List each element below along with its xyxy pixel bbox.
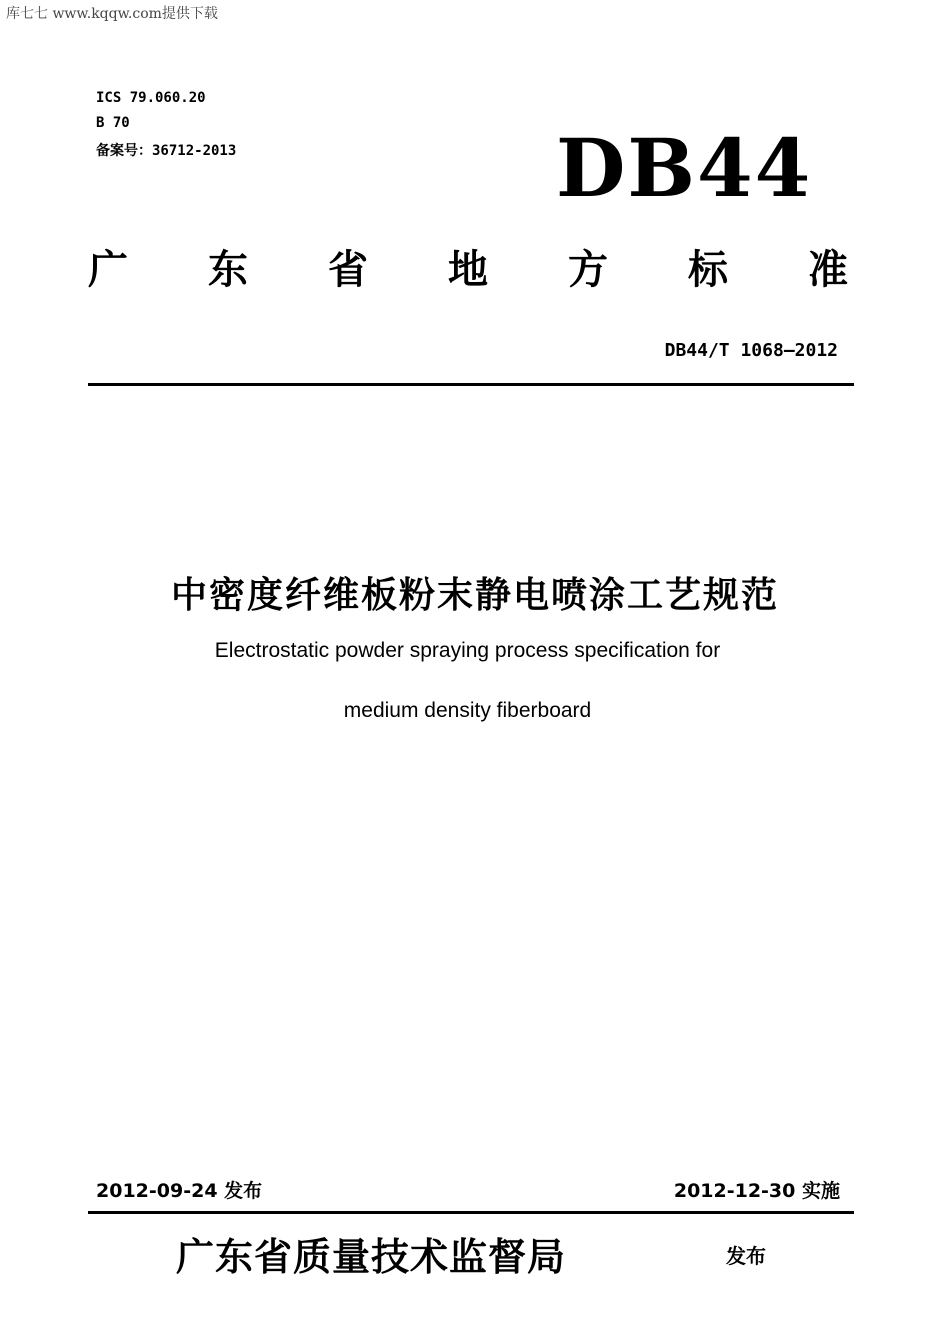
standard-type-char: 省 xyxy=(328,247,368,293)
ics-code: ICS 79.060.20 xyxy=(96,90,206,106)
standard-type-char: 广 xyxy=(88,247,128,293)
standard-type-char: 标 xyxy=(688,247,728,293)
top-divider xyxy=(88,383,854,386)
title-english-line2: medium density fiberboard xyxy=(343,699,592,722)
watermark-text: 库七七 www.kqqw.com提供下载 xyxy=(6,6,218,22)
bottom-divider xyxy=(88,1211,854,1214)
standard-type-char: 地 xyxy=(448,247,488,293)
publish-date: 2012-09-24 发布 xyxy=(96,1180,263,1202)
classification-code: B 70 xyxy=(96,115,130,131)
standard-code: DB44/T 1068—2012 xyxy=(664,340,838,361)
effective-date: 2012-12-30 实施 xyxy=(673,1180,840,1202)
issue-label: 发布 xyxy=(726,1244,766,1268)
standard-type-heading xyxy=(88,238,848,295)
db44-logo: DB44 xyxy=(556,121,813,215)
issuing-authority: 广东省质量技术监督局 xyxy=(176,1234,567,1279)
record-number: 备案号：36712-2013 xyxy=(96,143,237,159)
standard-type-char: 准 xyxy=(808,247,848,293)
title-english-line1: Electrostatic powder spraying process specification for xyxy=(214,639,721,662)
standard-type-char: 方 xyxy=(568,247,608,293)
standard-type-char: 东 xyxy=(208,247,248,293)
title-chinese: 中密度纤维板粉末静电喷涂工艺规范 xyxy=(170,575,779,616)
